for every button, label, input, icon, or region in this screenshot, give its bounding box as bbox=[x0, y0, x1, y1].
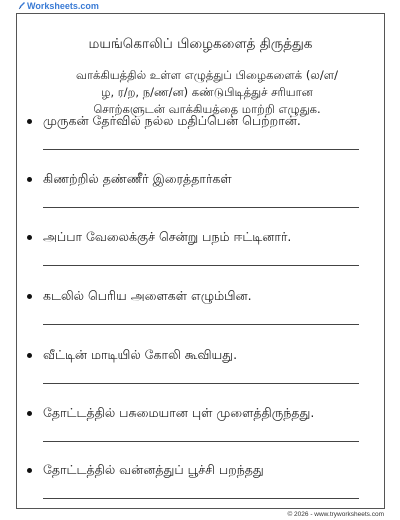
exercise-item bbox=[17, 113, 384, 153]
answer-line[interactable] bbox=[43, 441, 359, 442]
exercise-list bbox=[17, 14, 384, 508]
exercise-item bbox=[17, 171, 384, 211]
exercise-item bbox=[17, 405, 384, 445]
logo-text[interactable]: Worksheets.com bbox=[27, 1, 99, 11]
answer-line[interactable] bbox=[43, 207, 359, 208]
exercise-item bbox=[17, 229, 384, 269]
answer-line[interactable] bbox=[43, 265, 359, 266]
answer-line[interactable] bbox=[43, 149, 359, 150]
bullet-icon bbox=[27, 468, 32, 473]
answer-line[interactable] bbox=[43, 324, 359, 325]
exercise-item bbox=[17, 462, 384, 502]
bullet-icon bbox=[27, 294, 32, 299]
logo-pen-icon bbox=[18, 1, 26, 10]
exercise-sentence: அப்பா வேலைக்குச் சென்று பநம் ஈட்டினார். bbox=[43, 229, 292, 244]
exercise-sentence: வீட்டின் மாடியில் கோலி கூவியது. bbox=[43, 347, 238, 362]
exercise-sentence: முருகன் தேர்வில் நல்ல மதிப்பென் பெற்றான். bbox=[43, 113, 301, 128]
instruction-line: ழ, ர/ற, ந/ண/ன) கண்டுபிடித்துச் சரியான bbox=[101, 85, 313, 99]
answer-line[interactable] bbox=[43, 383, 359, 384]
worksheet-frame bbox=[16, 13, 385, 509]
answer-line[interactable] bbox=[43, 498, 359, 499]
copyright-footer: © 2026 - www.tryworksheets.com bbox=[287, 511, 384, 518]
site-logo bbox=[18, 1, 99, 11]
instruction-line: வாக்கியத்தில் உள்ள எழுத்துப் பிழைகளைக் (ல/ள/ bbox=[76, 68, 338, 82]
exercise-sentence: தோட்டத்தில் வன்னத்துப் பூச்சி பறந்தது bbox=[43, 462, 264, 477]
exercise-item bbox=[17, 347, 384, 387]
exercise-sentence: கடலில் பெரிய அளைகள் எழும்பின. bbox=[43, 288, 252, 303]
worksheet-title: மயங்கொலிப் பிழைகளைத் திருத்துக bbox=[88, 36, 313, 52]
exercise-item bbox=[17, 288, 384, 328]
bullet-icon bbox=[27, 235, 32, 240]
exercise-sentence: தோட்டத்தில் பசுமையான புள் முளைத்திருந்தது. bbox=[43, 405, 315, 420]
bullet-icon bbox=[27, 119, 32, 124]
bullet-icon bbox=[27, 177, 32, 182]
bullet-icon bbox=[27, 353, 32, 358]
exercise-sentence: கிணற்றில் தண்ணீர் இரைத்தார்கள் bbox=[43, 171, 232, 186]
bullet-icon bbox=[27, 411, 32, 416]
instruction-line: சொற்களுடன் வாக்கியத்தை மாற்றி எழுதுக. bbox=[93, 102, 321, 116]
